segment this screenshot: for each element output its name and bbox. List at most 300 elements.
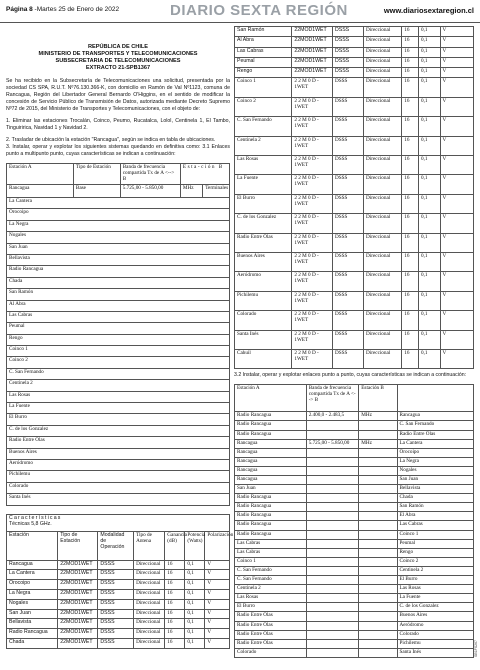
table-cell: 16	[402, 37, 419, 47]
table-cell	[359, 530, 397, 539]
table-cell: DSSS	[98, 629, 134, 639]
table-cell: Colorado	[7, 482, 230, 493]
table-cell: 0,1	[419, 233, 441, 252]
table-cell: V	[440, 97, 474, 116]
table-row	[235, 175, 474, 194]
table-cell: 22MOD1WET	[292, 27, 333, 37]
table-cell: 22MOD1WET	[58, 609, 98, 619]
notice-item-3: 3. Instalar, operar y explotar los siguientes sistemas quedando en definitiva como: 3.1 Enlaces punto a multipunto punto, cuyas características se indican a continuación:	[6, 144, 230, 157]
table-cell: 16	[402, 175, 419, 194]
table-cell: Las Cabras	[235, 47, 292, 57]
table-cell: Coinco 2	[235, 97, 292, 116]
table-cell	[359, 648, 397, 657]
table-cell: Direccional	[364, 311, 402, 330]
table-cell: V	[205, 638, 230, 648]
table-cell	[306, 648, 359, 657]
table-cell: 22MOD1WET	[58, 580, 98, 590]
table-cell: Chada	[397, 494, 474, 503]
table-cell: 0,1	[185, 599, 205, 609]
table-cell: 22MOD1WET	[292, 68, 333, 78]
table-cell: Centinela 2	[397, 566, 474, 575]
table-cell: 16	[165, 560, 185, 570]
table-cell: DSSS	[332, 97, 363, 116]
table-cell: 16	[402, 97, 419, 116]
table-row	[235, 466, 474, 475]
table-cell	[359, 621, 397, 630]
table-cell: El Burro	[397, 576, 474, 585]
table-cell: Direccional	[364, 194, 402, 213]
table-cell: 0,1	[419, 214, 441, 233]
table-cell: Direccional	[134, 619, 165, 629]
table-cell	[306, 485, 359, 494]
table-cell: Radio Entre Olas	[235, 233, 292, 252]
table-cell: 16	[402, 68, 419, 78]
table-cell: Orocoipo	[7, 580, 58, 590]
table-cell: V	[205, 629, 230, 639]
table-cell	[359, 566, 397, 575]
table-cell: 0,1	[419, 27, 441, 37]
table-row	[235, 68, 474, 78]
table-cell: Pichilemu	[7, 471, 230, 482]
table-cell: Direccional	[364, 253, 402, 272]
table-row	[235, 349, 474, 368]
table-row	[7, 638, 230, 648]
table-cell: 22MOD1WET	[58, 638, 98, 648]
table-cell: Direccional	[134, 560, 165, 570]
table-cell: Radio Rancagua	[235, 512, 307, 521]
table-cell: Nogales	[7, 599, 58, 609]
table-cell	[306, 494, 359, 503]
table-cell: Coinco 2	[7, 357, 230, 368]
table-cell	[359, 576, 397, 585]
masthead: DIARIO SEXTA REGIÓN	[170, 2, 348, 19]
table-cell: Buenos Aires	[397, 612, 474, 621]
table-cell: Direccional	[364, 117, 402, 136]
table-row	[7, 459, 230, 470]
table-cell: La Cantera	[397, 439, 474, 448]
table-row	[235, 557, 474, 566]
table-cell: La Negra	[7, 220, 230, 231]
table-cell: 2 2 M 0 D - 1WET	[292, 97, 333, 116]
table-row	[235, 291, 474, 310]
table-cell: 2 2 M 0 D - 1WET	[292, 136, 333, 155]
table-cell: 2 2 M 0 D - 1WET	[292, 272, 333, 291]
table-cell: Direccional	[364, 175, 402, 194]
table-cell: Las Cabras	[7, 311, 230, 322]
table-row	[7, 289, 230, 300]
table-cell: 0,1	[185, 560, 205, 570]
page-header	[0, 0, 480, 23]
table-row	[235, 97, 474, 116]
table-cell: 22MOD1WET	[58, 629, 98, 639]
table-cell: Radio Entre Olas	[235, 612, 307, 621]
table-row	[235, 57, 474, 67]
table-cell	[306, 630, 359, 639]
table-cell	[306, 421, 359, 430]
table-cell	[359, 585, 397, 594]
table-cell: C. San Fernando	[235, 566, 307, 575]
table-cell: 16	[402, 47, 419, 57]
table-cell: 2 2 M 0 D - 1WET	[292, 175, 333, 194]
table-cell: Coinco 1	[235, 557, 307, 566]
table-cell	[306, 576, 359, 585]
table-cell	[359, 448, 397, 457]
table-cell: DSSS	[332, 233, 363, 252]
table-cell: V	[205, 560, 230, 570]
table-cell: 0,1	[419, 57, 441, 67]
table-cell: Centinela 2	[235, 585, 307, 594]
table-cell: El Burro	[235, 194, 292, 213]
table-cell: Coinco 1	[235, 78, 292, 97]
table-cell: 0,1	[419, 272, 441, 291]
table-cell: 0,1	[185, 580, 205, 590]
table-row	[235, 603, 474, 612]
table-row	[235, 630, 474, 639]
table-cell: 0,1	[419, 37, 441, 47]
table-row	[235, 311, 474, 330]
table-cell: Colorado	[397, 630, 474, 639]
table-cell: Direccional	[134, 609, 165, 619]
table-row	[235, 594, 474, 603]
table-cell: Direccional	[364, 291, 402, 310]
table-cell: 22MOD1WET	[292, 47, 333, 57]
table-cell: Pichilemu	[397, 639, 474, 648]
table-row	[235, 485, 474, 494]
table-cell: Peumal	[235, 57, 292, 67]
table-row	[7, 414, 230, 425]
table-cell: Rancagua	[397, 412, 474, 421]
table-row	[235, 78, 474, 97]
table-row	[235, 136, 474, 155]
table-row	[235, 253, 474, 272]
table-cell: 2 2 M 0 D - 1WET	[292, 330, 333, 349]
table-cell: Direccional	[364, 156, 402, 175]
publication-date: -Martes 25 de Enero de 2022	[34, 6, 120, 13]
table-cell	[359, 521, 397, 530]
table-cell: Direccional	[134, 589, 165, 599]
table-cell: V	[205, 580, 230, 590]
table-row	[235, 585, 474, 594]
table-cell: 0,1	[419, 117, 441, 136]
table-cell: Radio Rancagua	[235, 521, 307, 530]
table-row	[7, 323, 230, 334]
table-cell: Direccional	[134, 629, 165, 639]
table-row	[7, 482, 230, 493]
table-cell: V	[440, 37, 474, 47]
table-cell: 16	[402, 349, 419, 368]
table-cell: Rancagua	[235, 466, 307, 475]
table-cell: DSSS	[332, 194, 363, 213]
table-cell: Peumal	[7, 323, 230, 334]
table-cell: DSSS	[98, 609, 134, 619]
table-row	[235, 439, 474, 448]
table-cell: 2 2 M 0 D - 1WET	[292, 156, 333, 175]
table-cell: C. de los Gonzalez	[7, 425, 230, 436]
table-row	[7, 403, 230, 414]
table-cell: V	[440, 291, 474, 310]
table-cell: 16	[402, 233, 419, 252]
table-cell: San Juan	[235, 485, 307, 494]
table-cell: V	[440, 136, 474, 155]
table-cell: DSSS	[98, 570, 134, 580]
table-cell: 0,1	[419, 349, 441, 368]
table-cell: Direccional	[364, 214, 402, 233]
table-row	[235, 330, 474, 349]
table-cell: Radio Rancagua	[7, 629, 58, 639]
table-cell	[359, 476, 397, 485]
table-row	[7, 232, 230, 243]
notice-title: REPÚBLICA DE CHILE MINISTERIO DE TRANSPORTES Y TELECOMUNICACIONES SUBSECRETARIA DE TELECOMUNICACIONES EXTRACTO 21-SPB1367	[38, 44, 198, 71]
table-cell	[359, 539, 397, 548]
table-cell: 5.725,00 - 5.850,00	[306, 439, 359, 448]
table-cell: 2.400,0 - 2.483,5	[306, 412, 359, 421]
table-cell: 0,1	[419, 253, 441, 272]
table-cell: La Negra	[397, 457, 474, 466]
table-cell: Nogales	[7, 232, 230, 243]
table-row	[235, 194, 474, 213]
table-row	[7, 220, 230, 231]
table-cell	[359, 421, 397, 430]
table-cell: Coinco 2	[397, 557, 474, 566]
table-cell: Direccional	[364, 136, 402, 155]
table-cell: La Fuente	[7, 403, 230, 414]
table-cell: 0,1	[185, 619, 205, 629]
table-cell: 0,1	[185, 638, 205, 648]
table-cell: Direccional	[134, 580, 165, 590]
table-cell: 16	[165, 638, 185, 648]
table-cell	[359, 557, 397, 566]
table-cell: DSSS	[332, 156, 363, 175]
table-cell: Direccional	[364, 272, 402, 291]
website-link[interactable]: www.diariosextaregion.cl	[383, 6, 474, 15]
table-cell: Direccional	[364, 330, 402, 349]
table-cell: Rengo	[7, 334, 230, 345]
table-row	[7, 209, 230, 220]
table-cell: 2 2 M 0 D - 1WET	[292, 253, 333, 272]
table-cell	[306, 639, 359, 648]
table-cell	[306, 530, 359, 539]
table-cell: V	[440, 272, 474, 291]
table-cell: El Burro	[7, 414, 230, 425]
table-cell: DSSS	[332, 136, 363, 155]
notice-item-2: 2. Trasladar de ubicación la estación "Rancagua", según se indica en tabla de ubicaciones.	[6, 137, 216, 143]
table-cell: San Ramón	[235, 27, 292, 37]
table-row	[235, 503, 474, 512]
right-column	[234, 26, 474, 658]
table-cell: 0,1	[185, 609, 205, 619]
table-cell: 16	[402, 291, 419, 310]
table-cell	[306, 521, 359, 530]
table-row	[7, 334, 230, 345]
table-cell: 16	[402, 136, 419, 155]
table-cell: Santa Inés	[7, 494, 230, 505]
table-cell: DSSS	[332, 311, 363, 330]
table-row	[235, 566, 474, 575]
table-cell: 16	[402, 253, 419, 272]
table-cell: DSSS	[332, 349, 363, 368]
table-cell: V	[440, 156, 474, 175]
table-row	[7, 266, 230, 277]
table-cell	[359, 503, 397, 512]
table-cell: 0,1	[419, 311, 441, 330]
table-cell: 22MOD1WET	[58, 560, 98, 570]
table-cell: DSSS	[332, 78, 363, 97]
table-cell: DSSS	[332, 68, 363, 78]
table-cell: V	[440, 349, 474, 368]
table-cell: Radio Rancagua	[235, 421, 307, 430]
table-cell: V	[440, 194, 474, 213]
table-cell: Cahuil	[235, 349, 292, 368]
table-cell: DSSS	[332, 57, 363, 67]
table-cell: DSSS	[332, 175, 363, 194]
table-row	[7, 300, 230, 311]
table-cell: Rancagua	[235, 457, 307, 466]
table-cell: V	[440, 330, 474, 349]
table-cell: 16	[165, 609, 185, 619]
table-cell	[359, 485, 397, 494]
table-cell: El Abra	[397, 512, 474, 521]
table-cell: 16	[402, 311, 419, 330]
table-cell: Coinco 1	[397, 530, 474, 539]
table-cell: V	[440, 175, 474, 194]
table-row	[7, 619, 230, 629]
left-column	[6, 26, 234, 649]
table-cell: 16	[402, 117, 419, 136]
table-cell: Rancagua	[235, 476, 307, 485]
table-row	[7, 254, 230, 265]
table-row	[7, 589, 230, 599]
table-row	[7, 346, 230, 357]
table-cell: C. de los Gonzalez	[235, 214, 292, 233]
table-cell: 16	[402, 272, 419, 291]
table-cell: V	[205, 570, 230, 580]
table-cell: Radio Rancagua	[235, 494, 307, 503]
table-cell: Las Cabras	[397, 521, 474, 530]
table-cell	[306, 539, 359, 548]
table-cell: 16	[165, 589, 185, 599]
table-cell: Direccional	[364, 233, 402, 252]
table-cell: V	[440, 78, 474, 97]
table-cell	[306, 603, 359, 612]
table-cell: DSSS	[332, 117, 363, 136]
table-row	[7, 368, 230, 379]
table-cell: Direccional	[364, 97, 402, 116]
table-cell: La Fuente	[397, 594, 474, 603]
table-row	[235, 233, 474, 252]
table-cell: Peumal	[397, 539, 474, 548]
table-cell: MHz	[359, 412, 397, 421]
table-cell: V	[205, 619, 230, 629]
table-cell: Direccional	[364, 349, 402, 368]
table-cell: DSSS	[332, 253, 363, 272]
table-cell: 0,1	[419, 175, 441, 194]
table-cell: Las Rosas	[235, 156, 292, 175]
table-cell: 16	[402, 156, 419, 175]
table-cell	[306, 448, 359, 457]
table-cell: Radio Entre Olas	[7, 437, 230, 448]
table-row	[235, 512, 474, 521]
table-cell: V	[205, 589, 230, 599]
table-row	[235, 621, 474, 630]
table-cell: La Cantera	[7, 570, 58, 580]
table-cell: Santa Inés	[397, 648, 474, 657]
table-cell: San Ramón	[397, 503, 474, 512]
table-cell: Radio Rancagua	[235, 430, 307, 439]
table-cell	[359, 494, 397, 503]
table-cell: Las Rosas	[397, 585, 474, 594]
table-cell: V	[440, 57, 474, 67]
table-cell: Rengo	[397, 548, 474, 557]
table-cell	[359, 639, 397, 648]
table-cell: V	[205, 609, 230, 619]
table-cell: 0,1	[419, 156, 441, 175]
table-row	[235, 476, 474, 485]
table-cell: Chada	[7, 638, 58, 648]
table-cell: 16	[165, 570, 185, 580]
table-cell: 2 2 M 0 D - 1WET	[292, 291, 333, 310]
table-cell: Direccional	[364, 68, 402, 78]
table-cell: Centinela 2	[235, 136, 292, 155]
table-cell	[306, 503, 359, 512]
table-cell: 16	[402, 57, 419, 67]
table-cell: 2 2 M 0 D - 1WET	[292, 117, 333, 136]
table-cell: V	[440, 253, 474, 272]
table-cell	[306, 594, 359, 603]
table-cell: 16	[165, 629, 185, 639]
table-cell: C. San Fernando	[235, 117, 292, 136]
table-cell: Rancagua	[7, 560, 58, 570]
table-row	[7, 599, 230, 609]
table-cell	[306, 430, 359, 439]
station-table: Estación A Tipo de Estación Banda de frecuencia compartida Tx de A <--> B Esta-ción B Rancagua Base 5.725,00 - 5.850,00 MHz Terminales La Cantera Orocoipo La Negra Nogales San Juan Bellavista Radio Rancagua Chada San Ramón Al Abra Las Cabras Peumal Rengo Coinco 1 Coinco 2 C. San Fernando Centinela 2 Las Rosas La Fuente El Burro C. de los Gonzalez Radio Entre Olas Buenos Aires Aeródromo Pichilemu Colorado Santa Inés	[6, 163, 230, 506]
table-cell: Direccional	[364, 57, 402, 67]
table-cell	[359, 612, 397, 621]
table-cell: V	[205, 599, 230, 609]
table-cell	[359, 603, 397, 612]
table-row	[235, 27, 474, 37]
table-cell: La Negra	[7, 589, 58, 599]
table-cell: Las Cabras	[235, 539, 307, 548]
table-cell: DSSS	[98, 580, 134, 590]
table-row	[7, 357, 230, 368]
table-cell: 2 2 M 0 D - 1WET	[292, 194, 333, 213]
table-cell: 2 2 M 0 D - 1WET	[292, 233, 333, 252]
table-cell: 0,1	[419, 97, 441, 116]
table-row	[235, 576, 474, 585]
table-cell: DSSS	[332, 330, 363, 349]
table-cell: DSSS	[332, 37, 363, 47]
table-row	[235, 530, 474, 539]
tech-spec-table-cont	[234, 26, 474, 369]
table-cell: Centinela 2	[7, 380, 230, 391]
table-cell	[359, 512, 397, 521]
table-cell: Nogales	[397, 466, 474, 475]
table-row	[7, 448, 230, 459]
table-cell: 16	[402, 330, 419, 349]
notice-intro: Se ha recibido en la Subsecretaría de Telecomunicaciones una solicitud, presentada por la sociedad CS SPA, R.U.T. Nº76.130.366-K, con domicilio en Ramón de Val Nº1123, comuna de Rancagua, Región del Libertador General Bernardo O'Higgins, en el sentido de modificar la concesión de Servicio Público de Transmisión de Datos, autorizada mediante Decreto Supremo Nº72 de 2015, del Ministerio de Transportes y Telecomunicaciones, con el objeto de:	[6, 78, 230, 112]
table-cell	[359, 630, 397, 639]
table-cell	[359, 548, 397, 557]
table-cell	[306, 585, 359, 594]
table-cell: Direccional	[364, 78, 402, 97]
point-to-point-table: Estación A Banda de frecuencia compartida Tx de A <--> B Estación B Radio Rancagua 2.400,0 - 2.483,5 MHz Rancagua Radio Rancagua C. San Fernando Radio Rancagua Radio Entre Olas Rancagua 5.725,00 - 5.850,00 MHz La Cantera Rancagua Orocoipo Rancagua La Negra Rancagua Nogales Rancagua San Juan San Juan Bellavista Radio Rancagua Chada Radio Rancagua San Ramón Radio Rancagua El Abra Radio Rancagua Las Cabras Radio Rancagua Coinco 1 Las Cabras Peumal Las Cabras Rengo Coinco 1 Coinco 2 C. San Fernando Centinela 2 C. San Fernando El Burro Centinela 2 Las Rosas Las Rosas La Fuente El Burro C. de los Gonzalez Radio Entre Olas Buenos Aires Radio Entre Olas Aeródromo Radio Entre Olas Colorado Radio Entre Olas Pichilemu Colorado Santa Inés	[234, 384, 474, 658]
table-cell: Las Cabras	[235, 548, 307, 557]
table-row	[7, 629, 230, 639]
table-cell: 22MOD1WET	[58, 599, 98, 609]
table-cell: DSSS	[332, 291, 363, 310]
table-row	[7, 560, 230, 570]
table-row	[7, 391, 230, 402]
